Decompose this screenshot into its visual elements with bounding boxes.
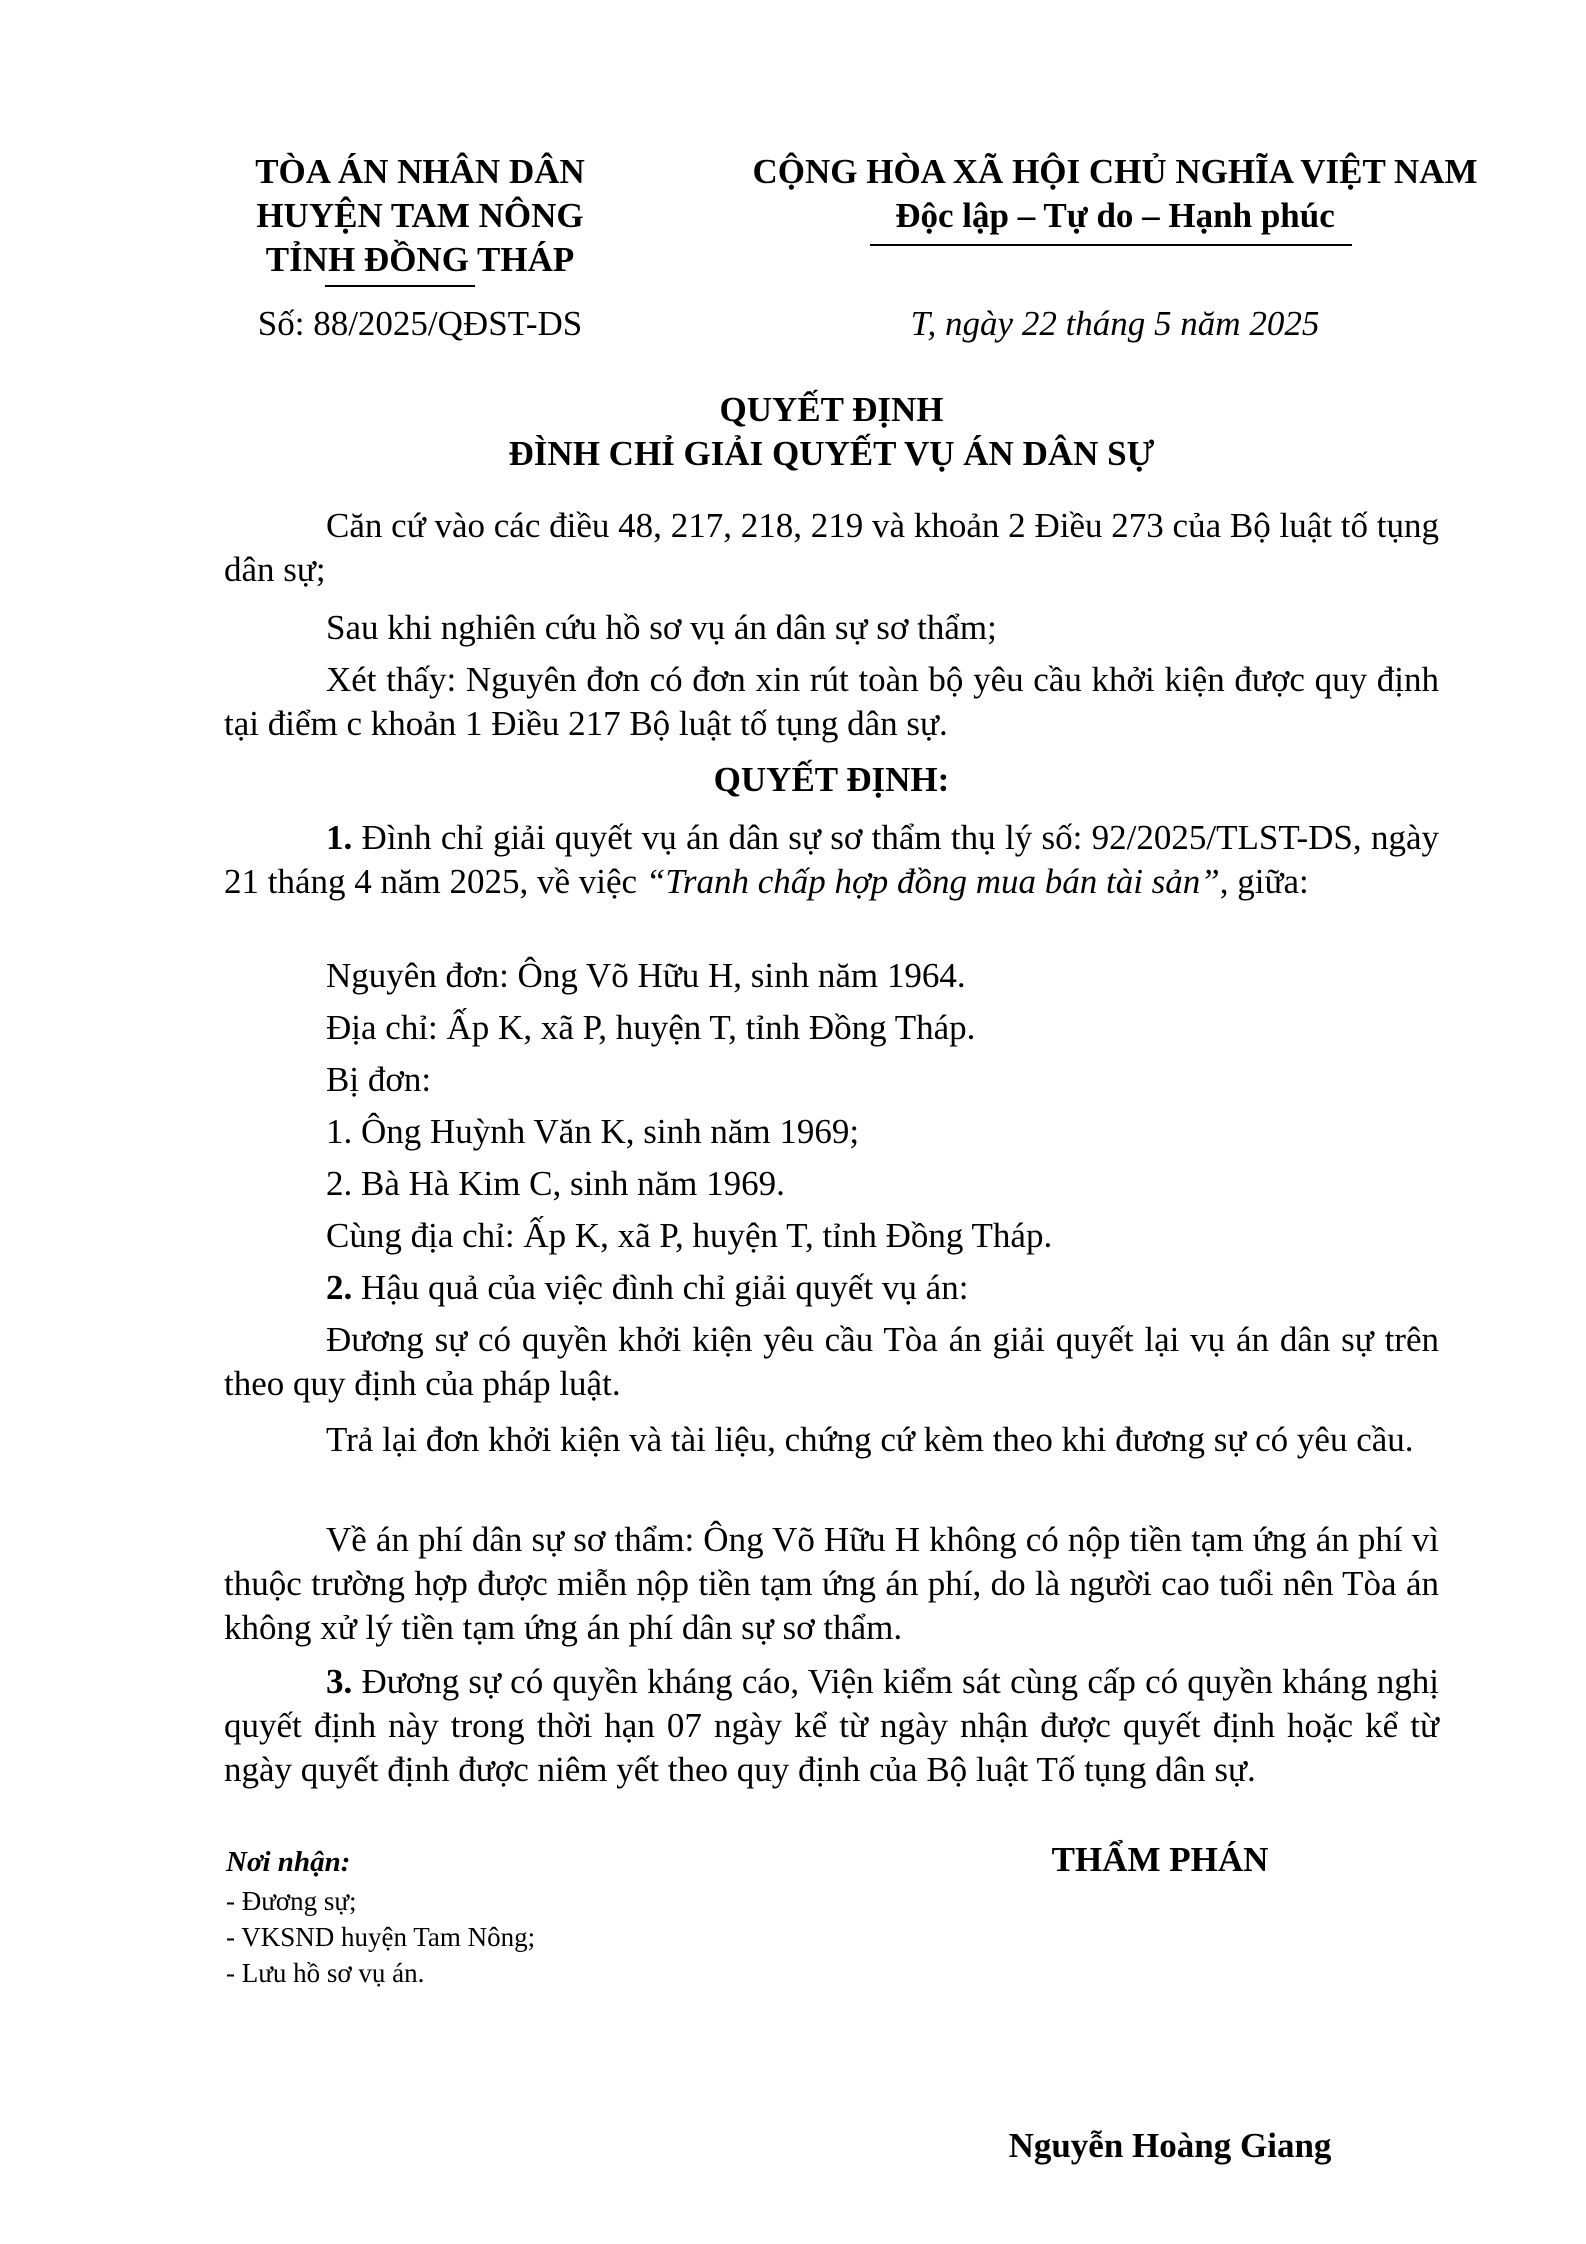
item3-paragraph xyxy=(224,1660,1439,1792)
item3-number: 3. xyxy=(326,1662,353,1701)
preamble-review: Sau khi nghiên cứu hồ sơ vụ án dân sự sơ thẩm; xyxy=(326,608,997,647)
item3-text: Đương sự có quyền kháng cáo, Viện kiểm sát cùng cấp có quyền kháng nghị quyết định này trong thời hạn 07 ngày kể từ ngày nhận được quyết định hoặc kể từ ngày quyết định được niêm yết theo quy định của Bộ luật Tố tụng dân sự. xyxy=(224,1662,1439,1789)
item2-heading xyxy=(326,1266,968,1310)
item1-case-name: “Tranh chấp hợp đồng mua bán tài sản” xyxy=(645,862,1220,901)
decision-heading: QUYẾT ĐỊNH: xyxy=(713,760,950,799)
preamble-legal-basis: Căn cứ vào các điều 48, 217, 218, 219 và khoản 2 Điều 273 của Bộ luật tố tụng dân sự; xyxy=(224,506,1439,589)
court-name-line3: TỈNH ĐỒNG THÁP xyxy=(265,240,575,279)
national-title: CỘNG HÒA XÃ HỘI CHỦ NGHĨA VIỆT NAM xyxy=(752,152,1478,191)
defendant-label: Bị đơn: xyxy=(326,1060,432,1099)
item2-paragraph3: Về án phí dân sự sơ thẩm: Ông Võ Hữu H không có nộp tiền tạm ứng án phí vì thuộc trường hợp được miễn nộp tiền tạm ứng án phí, do là người cao tuổi nên Tòa án không xử lý tiền tạm ứng án phí dân sự sơ thẩm. xyxy=(224,1520,1439,1647)
national-motto: Độc lập – Tự do – Hạnh phúc xyxy=(895,196,1335,235)
signer-role: THẨM PHÁN xyxy=(1051,1840,1269,1879)
court-name-line1: TÒA ÁN NHÂN DÂN xyxy=(255,152,585,191)
decision-title: QUYẾT ĐỊNH xyxy=(719,390,944,429)
issue-date: T, ngày 22 tháng 5 năm 2025 xyxy=(910,304,1320,343)
item2-paragraph1: Đương sự có quyền khởi kiện yêu cầu Tòa án giải quyết lại vụ án dân sự trên theo quy định của pháp luật. xyxy=(224,1320,1439,1403)
item1-text-b: , giữa: xyxy=(1219,862,1309,901)
court-name-line2: HUYỆN TAM NÔNG xyxy=(256,196,584,235)
recipients-label: Nơi nhận: xyxy=(226,1846,351,1878)
plaintiff-address-line: Địa chỉ: Ấp K, xã P, huyện T, tỉnh Đồng Tháp. xyxy=(326,1008,976,1047)
item2-text: Hậu quả của việc đình chỉ giải quyết vụ án: xyxy=(352,1268,969,1307)
item2-paragraph2: Trả lại đơn khởi kiện và tài liệu, chứng cứ kèm theo khi đương sự có yêu cầu. xyxy=(326,1420,1414,1459)
left-header-underline xyxy=(325,285,475,287)
recipient-item: - VKSND huyện Tam Nông; xyxy=(226,1922,536,1952)
preamble-finding: Xét thấy: Nguyên đơn có đơn xin rút toàn bộ yêu cầu khởi kiện được quy định tại điểm c khoản 1 Điều 217 Bộ luật tố tụng dân sự. xyxy=(224,660,1439,743)
item2-number: 2. xyxy=(326,1268,353,1307)
decision-subtitle: ĐÌNH CHỈ GIẢI QUYẾT VỤ ÁN DÂN SỰ xyxy=(508,434,1155,473)
plaintiff-line: Nguyên đơn: Ông Võ Hữu H, sinh năm 1964. xyxy=(326,956,966,995)
recipient-item: - Đương sự; xyxy=(226,1886,357,1916)
defendant2-line: 2. Bà Hà Kim C, sinh năm 1969. xyxy=(326,1164,785,1203)
signer-name: Nguyễn Hoàng Giang xyxy=(1008,2126,1332,2165)
right-header-underline xyxy=(870,244,1352,246)
item1-text-a: Đình chỉ giải quyết vụ án dân sự sơ thẩm thụ lý số: 92/2025/TLST-DS, ngày 21 tháng 4 năm 2025, về việc xyxy=(224,818,1439,901)
recipient-item: - Lưu hồ sơ vụ án. xyxy=(226,1958,425,1988)
decision-number: Số: 88/2025/QĐST-DS xyxy=(257,304,583,343)
item1-number: 1. xyxy=(326,818,353,857)
item1-paragraph xyxy=(224,816,1439,904)
defendant1-line: 1. Ông Huỳnh Văn K, sinh năm 1969; xyxy=(326,1112,860,1151)
defendant-address-line: Cùng địa chỉ: Ấp K, xã P, huyện T, tỉnh Đồng Tháp. xyxy=(326,1216,1053,1255)
